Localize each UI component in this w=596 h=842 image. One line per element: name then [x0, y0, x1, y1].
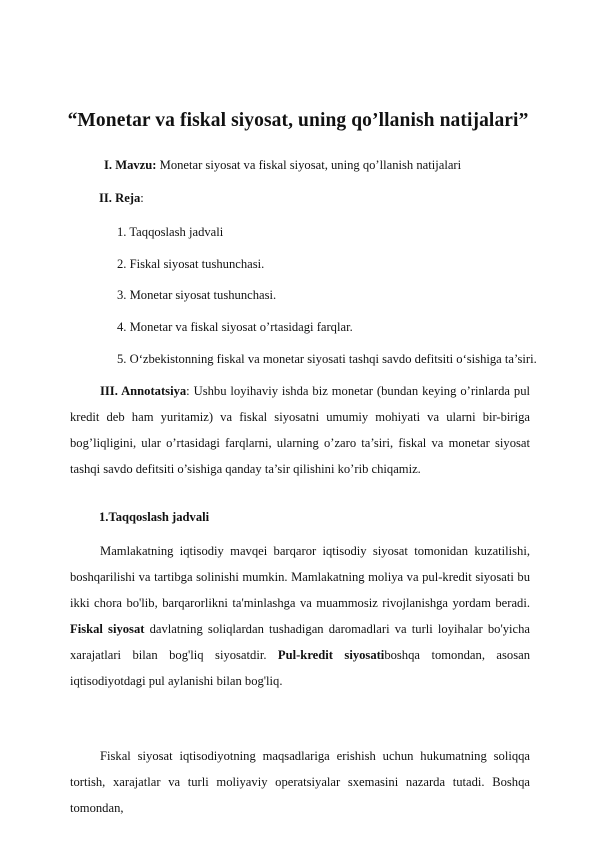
body-text: boshqa tomondan, asosan iqtisodiyotdagi pul aylanishi bilan bog'liq.	[70, 648, 530, 688]
document-title: “Monetar va fiskal siyosat, uning qo’llanish natijalari”	[67, 110, 529, 131]
plan-item: 3. Monetar siyosat tushunchasi.	[117, 288, 277, 302]
plan-label: II. Reja	[99, 191, 141, 205]
annotation-text: : Ushbu loyihaviy ishda biz monetar (bundan keying o’rinlarda pul kredit deb ham yuritamiz) va fiskal siyosatni umumiy mohiyati va ularni bir-biriga bog’liqligini, ular o’rtasidagi farqlarni, ularning o’zaro ta’siri, fiskal va monetar siyosat tashqi savdo defitsiti o’sishiga qanday ta’sir qilishini ko’rib chiqamiz.	[70, 384, 530, 476]
body-paragraph-1	[70, 538, 530, 694]
annotation-label: III. Annotatsiya	[100, 384, 187, 398]
section-heading	[99, 510, 209, 525]
body-text: davlatning soliqlardan tushadigan daromadlari va turli loyihalar bo'yicha xarajatlari bilan bog'liq siyosatdir.	[70, 622, 530, 662]
plan-item: 1. Taqqoslash jadvali	[117, 225, 224, 239]
topic-line	[104, 158, 461, 173]
plan-item: 2. Fiskal siyosat tushunchasi.	[117, 257, 265, 271]
topic-text: Monetar siyosat va fiskal siyosat, uning qo’llanish natijalari	[156, 158, 462, 172]
topic-label: I. Mavzu:	[104, 158, 157, 172]
plan-colon: :	[140, 191, 144, 205]
body-text: Mamlakatning iqtisodiy mavqei barqaror iqtisodiy siyosat tomonidan kuzatilishi, boshqarilishi va tartibga solinishi mumkin. Mamlakatning moliya va pul-kredit siyosati bu ikki chora bo'lib, barqarorlikni ta'minlashga va muammosiz rivojlanishga yordam beradi.	[70, 544, 530, 610]
term-fiskal-siyosat: Fiskal siyosat	[70, 622, 145, 636]
plan-item: 4. Monetar va fiskal siyosat o’rtasidagi farqlar.	[117, 320, 353, 334]
plan-heading	[99, 191, 144, 206]
annotation-paragraph	[70, 378, 530, 482]
plan-item: 5. O‘zbekistonning fiskal va monetar siyosati tashqi savdo defitsiti o‘sishiga ta’siri.	[117, 352, 537, 366]
section-heading-text: 1.Taqqoslash jadvali	[99, 510, 210, 524]
body-paragraph-2: Fiskal siyosat iqtisodiyotning maqsadlariga erishish uchun hukumatning soliqqa tortish, xarajatlar va turli moliyaviy operatsiyalar sxemasini nazarda tutadi. Boshqa tomondan,	[70, 749, 530, 815]
term-pul-kredit-siyosati: Pul-kredit siyosati	[277, 648, 385, 662]
